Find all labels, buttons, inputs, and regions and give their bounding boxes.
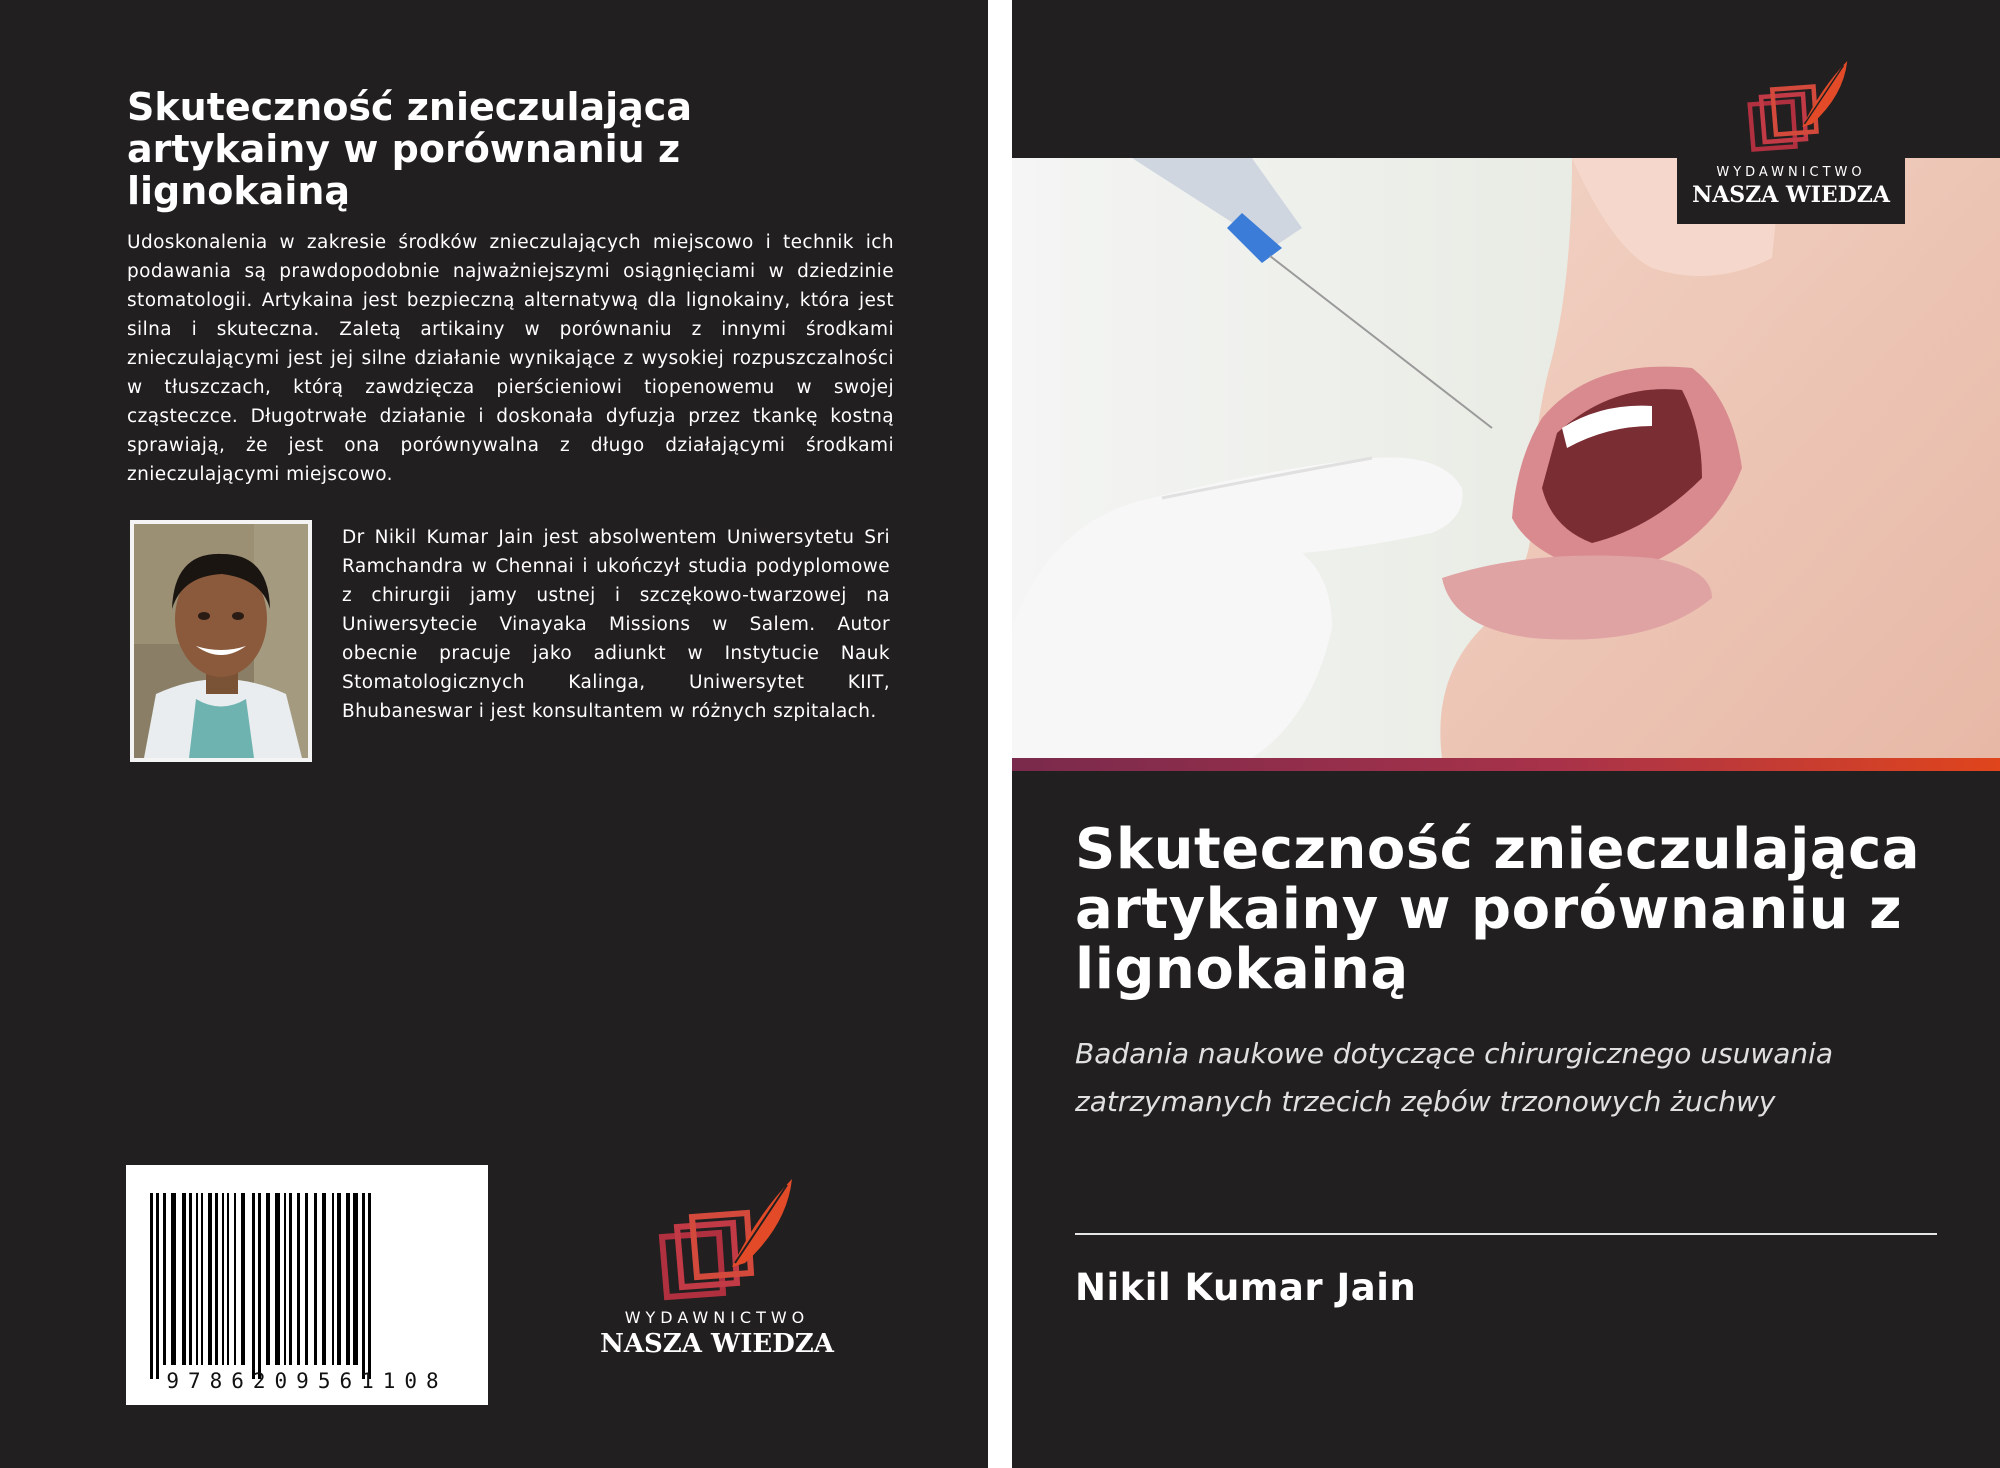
barcode-bar <box>305 1193 308 1365</box>
logo-name: NASZA WIEDZA <box>1692 182 1890 208</box>
barcode-bar <box>297 1193 300 1365</box>
barcode-bar <box>201 1193 203 1365</box>
logo-name: NASZA WIEDZA <box>600 1329 834 1359</box>
book-quill-icon <box>637 1175 797 1303</box>
front-cover <box>1012 0 2000 1468</box>
author-photo <box>130 520 312 762</box>
front-cover-title: Skuteczność znieczulająca artykainy w porównaniu z lignokainą <box>1075 817 1921 1002</box>
barcode <box>126 1165 488 1405</box>
barcode-bar <box>241 1193 245 1365</box>
barcode-bar <box>196 1193 198 1365</box>
front-cover-subtitle: Badania naukowe dotyczące chirurgicznego usuwania zatrzymanych trzecich zębów trzonowych żuchwy <box>1075 1037 1834 1118</box>
back-cover <box>0 0 988 1468</box>
barcode-bar <box>150 1193 153 1379</box>
logo-top-line: WYDAWNICTWO <box>624 1308 810 1327</box>
publisher-logo-front <box>1677 54 1905 224</box>
barcode-bar <box>332 1193 334 1365</box>
barcode-bar <box>234 1193 236 1365</box>
barcode-bar <box>314 1193 317 1365</box>
barcode-bar <box>346 1193 350 1365</box>
publisher-logo-back <box>592 1175 842 1365</box>
back-cover-description: Udoskonalenia w zakresie środków znieczulających miejscowo i technik ich podawania są prawdopodobnie najważniejszymi osiągnięciami w dziedzinie stomatologii. Artykaina jest bezpieczną alternatywą dla lignokainy, która jest silna i skuteczna. Zaletą artikainy w porównaniu z innymi środkami znieczulającymi jest jej silne działanie wynikające z wysokiej rozpuszczalności w tłuszczach, którą zawdzięcza pierścieniowi tiopenowemu w swojej cząsteczce. Długotrwałe działanie i doskonała dyfuzja przez tkankę kostną sprawiają, że jest ona porównywalna z długo działającymi środkami znieczulającymi miejscowo. <box>127 232 894 485</box>
barcode-bar <box>266 1193 270 1365</box>
barcode-bar <box>222 1193 224 1365</box>
barcode-bar <box>252 1193 255 1379</box>
barcode-bar <box>284 1193 286 1365</box>
barcode-bar <box>368 1193 371 1379</box>
barcode-bar <box>353 1193 358 1365</box>
accent-bar <box>1012 758 2000 771</box>
barcode-bar <box>189 1193 192 1365</box>
front-cover-author: Nikil Kumar Jain <box>1075 1266 1417 1309</box>
barcode-bar <box>289 1193 292 1365</box>
barcode-bar <box>171 1193 176 1365</box>
barcode-bar <box>275 1193 280 1365</box>
barcode-bar <box>156 1193 159 1379</box>
barcode-bar <box>163 1193 166 1365</box>
book-quill-icon <box>1731 58 1851 154</box>
barcode-number: 9786209561108 <box>166 1369 448 1393</box>
barcode-bar <box>337 1193 341 1365</box>
barcode-bar <box>227 1193 229 1365</box>
cover-photo-dental-injection <box>1012 158 2000 758</box>
barcode-bar <box>208 1193 212 1365</box>
barcode-bar <box>215 1193 218 1365</box>
barcode-bar <box>322 1193 326 1365</box>
barcode-bar <box>258 1193 261 1379</box>
barcode-bar <box>362 1193 365 1379</box>
author-bio: Dr Nikil Kumar Jain jest absolwentem Uniwersytetu Sri Ramchandra w Chennai i ukończył studia podyplomowe z chirurgii jamy ustnej i szczękowo-twarzowej na Uniwersytecie Vinayaka Missions w Salem. Autor obecnie pracuje jako adiunkt w Instytucie Nauk Stomatologicznych Kalinga, Uniwersytet KIIT, Bhubaneswar i jest konsultantem w różnych szpitalach. <box>342 527 890 722</box>
logo-top-line: WYDAWNICTWO <box>1716 165 1866 180</box>
divider <box>1075 1233 1937 1235</box>
back-cover-title: Skuteczność znieczulająca artykainy w porównaniu z lignokainą <box>127 85 692 213</box>
barcode-bar <box>182 1193 186 1365</box>
